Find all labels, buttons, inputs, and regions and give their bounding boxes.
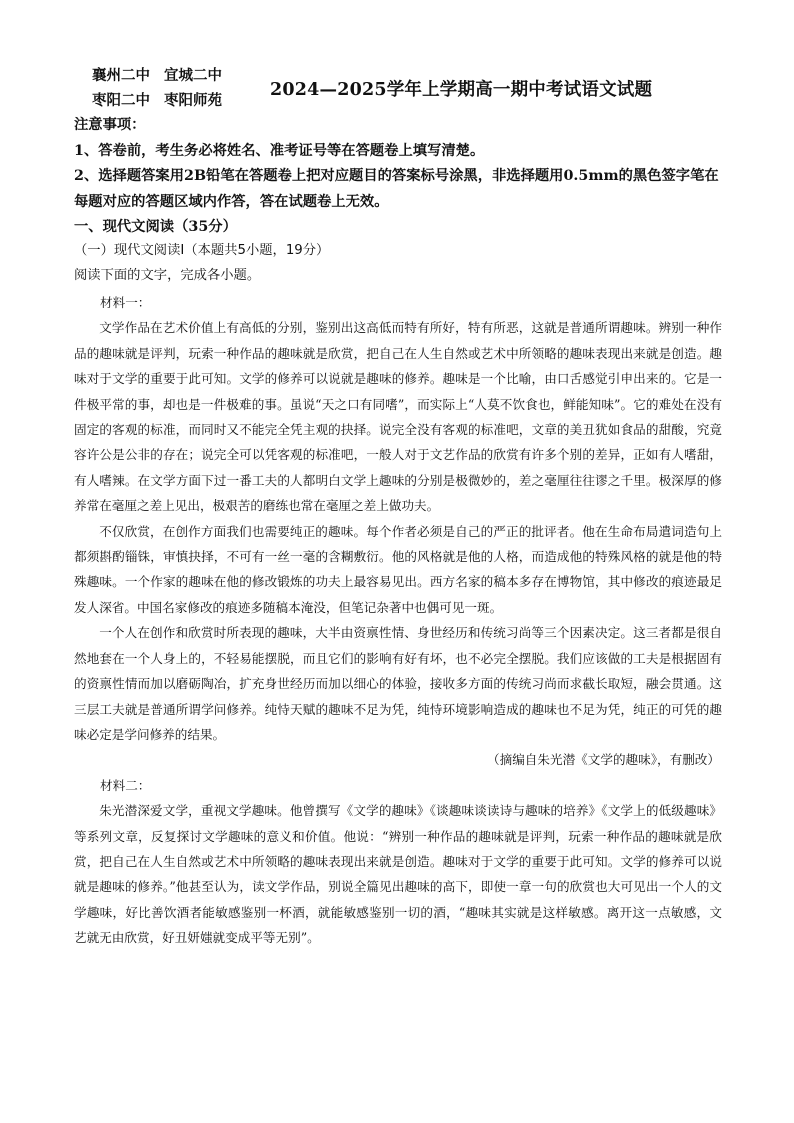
section-title: 一、现代文阅读（35分） [74,219,237,235]
reading-passage [74,290,722,951]
school-row-1 [92,63,236,88]
school-name: 枣阳二中 [92,92,150,109]
material-label: 材料二： [100,777,151,793]
source-citation: （摘编自朱光潜《文学的趣味》，有删改） [487,752,720,768]
school-name: 枣阳师苑 [164,92,222,109]
paragraph: 朱光潜深爱文学，重视文学趣味。他曾撰写《文学的趣味》《谈趣味谈读诗与趣味的培养》《文学上的低级趣味》等系列文章，反复探讨文学趣味的意义和价值。他说：“辨别一种作品的趣味就是评判，玩索一种作品的趣味就是欣赏，把自己在人生自然或艺术中所领略的趣味表现出来就是创造。趣味对于文学的重要于此可知。文学的修养可以说就是趣味的修养。”他甚至认为，读文学作品，别说全篇见出趣味的高下，即使一章一句的欣赏也大可见出一个人的文学趣味，好比善饮酒者能敏感鉴别一杯酒，就能敏感鉴别一切的酒，“趣味其实就是这样敏感。离开这一点敏感，文艺就无由欣赏，好丑妍媸就变成平等无别”。 [74,803,722,946]
school-row-2 [92,88,236,113]
exam-title: 2024—2025学年上学期高一期中考试语文试题 [270,80,653,100]
section-intro [74,238,724,288]
paragraph: 不仅欣赏，在创作方面我们也需要纯正的趣味。每个作者必须是自己的严正的批评者。他在生命布局遣词造句上都须斟酌锱铢，审慎抉择，不可有一丝一毫的含糊敷衍。他的风格就是他的人格，而造成他的特殊风格的就是他的特殊趣味。一个作家的趣味在他的修改锻炼的功夫上最容易见出。西方名家的稿本多存在博物馆，其中修改的痕迹最足发人深省。中国名家修改的痕迹多随稿本淹没，但笔记杂著中也偶可见一斑。 [74,523,722,615]
material-label: 材料一： [100,295,151,310]
school-name: 宜城二中 [164,67,222,84]
school-names [92,63,236,113]
paragraph: 一个人在创作和欣赏时所表现的趣味，大半由资禀性情、身世经历和传统习尚等三个因素决定。这三者都是很自然地套在一个人身上的，不轻易能摆脱，而且它们的影响有好有坏，也不必完全摆脱。我们应该做的工夫是根据固有的资禀性情而加以磨砺陶冶，扩充身世经历而加以细心的体验，接收多方面的传统习尚而求截长取短，融会贯通。这三层工夫就是普通所谓学问修养。纯恃天赋的趣味不足为凭，纯恃环境影响造成的趣味也不足为凭，纯正的可凭的趣味必定是学问修养的结果。 [74,625,722,742]
exam-instructions [74,113,724,241]
reading-instruction: 阅读下面的文字，完成各小题。 [74,268,261,283]
section-subtitle: （一）现代文阅读Ⅰ（本题共5小题，19分） [74,243,330,258]
school-name: 襄州二中 [92,67,150,84]
instructions-heading: 注意事项： [74,117,146,133]
paragraph: 文学作品在艺术价值上有高低的分别，鉴别出这高低而特有所好，特有所恶，这就是普通所谓趣味。辨别一种作品的趣味就是评判，玩索一种作品的趣味就是欣赏，把自己在人生自然或艺术中所领略的趣味表现出来就是创造。趣味对于文学的重要于此可知。文学的修养可以说就是趣味的修养。趣味是一个比喻，由口舌感觉引申出来的。它是一件极平常的事，却也是一件极难的事。虽说“天之口有同嗜”，而实际上“人莫不饮食也，鲜能知味”。它的难处在没有固定的客观的标准，而同时又不能完全凭主观的抉择。说完全没有客观的标准吧，文章的美丑犹如食品的甜酸，究竟容许公是公非的存在；说完全可以凭客观的标准吧，一般人对于文艺作品的欣赏有许多个别的差异，正如有人嗜甜，有人嗜辣。在文学方面下过一番工夫的人都明白文学上趣味的分别是极微妙的，差之毫厘往往谬之千里。极深厚的修养常在毫厘之差上见出，极艰苦的磨练也常在毫厘之差上做功夫。 [74,320,722,514]
instruction-item: 2、选择题答案用2B铅笔在答题卷上把对应题目的答案标号涂黑，非选择题用0.5mm的黑色签字笔在每题对应的答题区域内作答，答在试题卷上无效。 [74,168,719,210]
instruction-item: 1、答卷前，考生务必将姓名、准考证号等在答题卷上填写清楚。 [74,142,485,159]
